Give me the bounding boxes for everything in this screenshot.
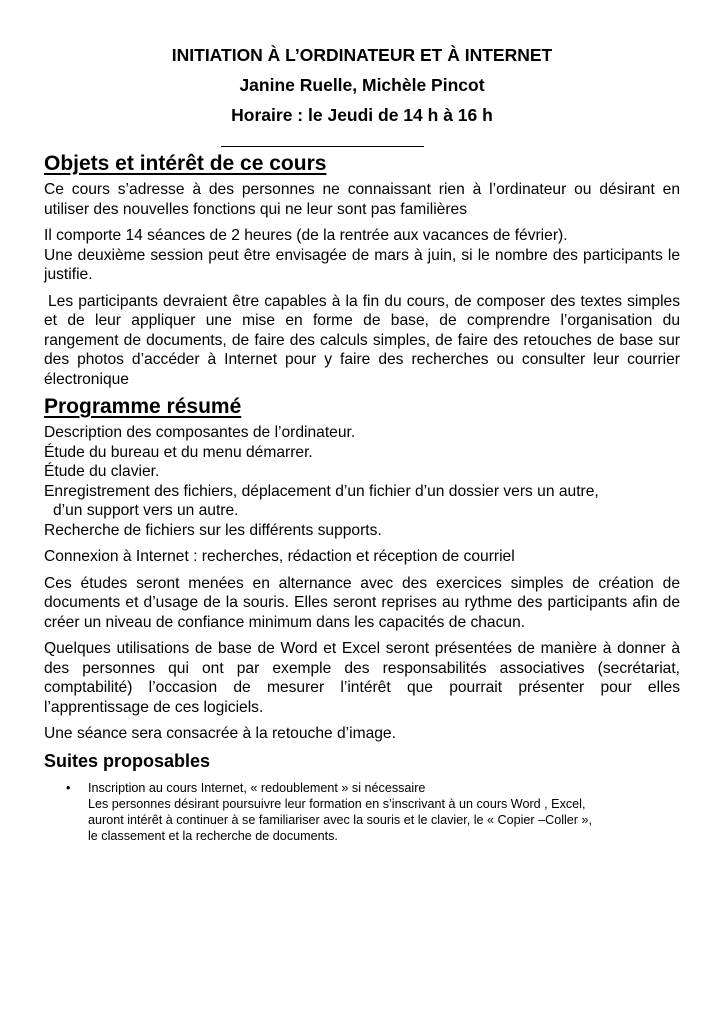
section-heading-objectifs: Objets et intérêt de ce cours — [44, 152, 327, 175]
course-title: INITIATION À L’ORDINATEUR ET À INTERNET — [171, 45, 553, 65]
programme-item: d’un support vers un autre. — [53, 502, 239, 519]
section-heading-programme: Programme résumé — [44, 395, 242, 418]
programme-paragraph-word-excel: Quelques utilisations de base de Word et Excel seront présentées de manière à donner à des personnes qui ont par exemple des responsabilités associatives (secrétariat, comptabilité) l’occasion de mesurer l’intérêt que pourrait présenter pour elles l’apprentissage de ces logiciels. — [44, 640, 680, 716]
objectifs-paragraph-goals: Les participants devraient être capables à la fin du cours, de composer des textes simples et de leur appliquer une mise en forme de base, de comprendre l’organisation du rangement de documents, de faire des calculs simples, de faire des retouches de base sur des photos d’accéder à Internet pour y faire des recherches ou consulter leur courrier électronique — [44, 292, 680, 388]
suites-item-line: le classement et la recherche de documents. — [88, 828, 338, 843]
objectifs-paragraph-duration: Il comporte 14 séances de 2 heures (de la rentrée aux vacances de février). — [44, 227, 568, 244]
suites-item-line: Les personnes désirant poursuivre leur formation en s’inscrivant à un cours Word , Excel, — [88, 796, 586, 811]
programme-paragraph-image: Une séance sera consacrée à la retouche d’image. — [44, 725, 396, 742]
course-schedule: Horaire : le Jeudi de 14 h à 16 h — [231, 105, 493, 125]
section-heading-suites: Suites proposables — [44, 750, 211, 771]
programme-paragraph-internet: Connexion à Internet : recherches, rédaction et réception de courriel — [44, 548, 515, 565]
document-body — [44, 148, 680, 844]
list-item — [66, 780, 680, 844]
header-divider — [221, 146, 424, 147]
objectifs-paragraph-session: Une deuxième session peut être envisagée de mars à juin, si le nombre des participants le justifie. — [44, 246, 680, 283]
programme-item: Recherche de fichiers sur les différents supports. — [44, 521, 382, 539]
programme-item: Description des composantes de l’ordinateur. — [44, 424, 356, 441]
suites-list — [44, 780, 680, 844]
programme-item: Étude du clavier. — [44, 463, 160, 480]
programme-item: Enregistrement des fichiers, déplacement d’un fichier d’un dossier vers un autre, — [44, 482, 599, 500]
course-authors: Janine Ruelle, Michèle Pincot — [239, 75, 485, 95]
bullet-icon: • — [66, 780, 71, 795]
suites-item-line: auront intérêt à continuer à se familiariser avec la souris et le clavier, le « Copier –Coller », — [88, 812, 592, 827]
document-header — [0, 40, 724, 130]
suites-item-line: Inscription au cours Internet, « redoublement » si nécessaire — [88, 780, 426, 795]
objectifs-paragraph-audience: Ce cours s’adresse à des personnes ne connaissant rien à l’ordinateur ou désirant en utiliser des nouvelles fonctions qui ne leur sont pas familières — [44, 181, 680, 218]
programme-paragraph-etudes: Ces études seront menées en alternance avec des exercices simples de création de documents et d’usage de la souris. Elles seront reprises au rythme des participants afin de créer un niveau de confiance minimum dans les capacités de chacun. — [44, 574, 680, 631]
programme-item: Étude du bureau et du menu démarrer. — [44, 443, 313, 461]
